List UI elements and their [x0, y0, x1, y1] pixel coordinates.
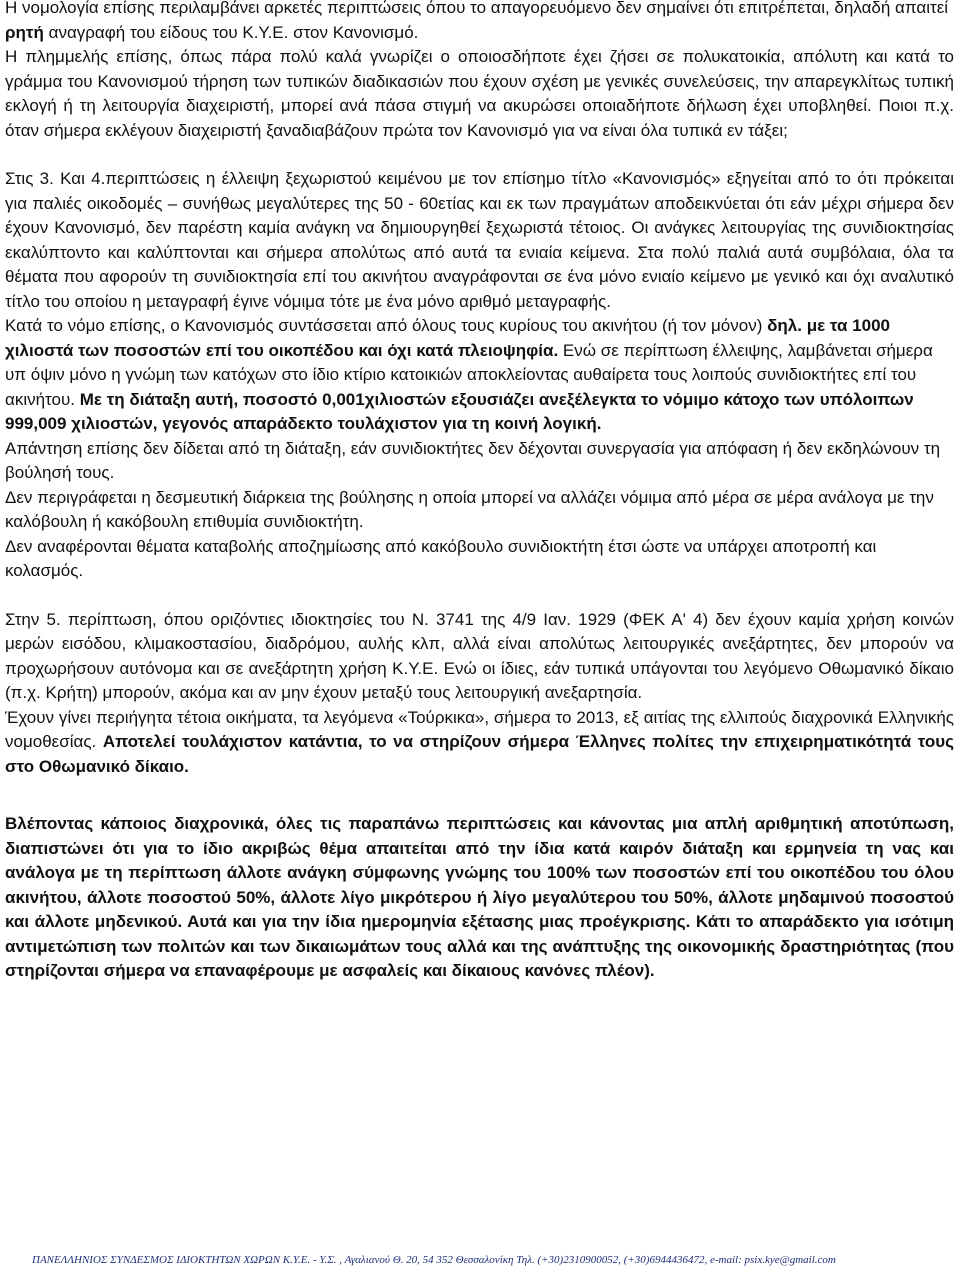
- bold-text: δηλ. με τα 1000 χιλιοστά των ποσοστών επί του οικοπέδου και όχι κατά πλειοψηφία.: [5, 316, 891, 360]
- text: Κατά το νόμο επίσης, ο Κανονισμός συντάσσεται από όλους τους κυρίους του ακινήτου (ή τον μόνον): [5, 316, 763, 335]
- paragraph-conclusion: [5, 812, 954, 984]
- text: Έχουν γίνει περιήγητα τέτοια οικήματα, τα λεγόμενα «Τούρκικα», σήμερα το 2013, εξ αιτίας της ελλιπούς διαχρονικά Ελληνικής νομοθεσίας.: [5, 707, 954, 751]
- paragraph-turkish-buildings: [5, 706, 954, 780]
- paragraph-no-answer: Απάντηση επίσης δεν δίδεται από τη διάταξη, εάν συνιδιοκτήτες δεν δέχονται συνεργασία για απόφαση ή δεν εκδηλώνουν τη βούλησή τους.: [5, 438, 941, 482]
- spacer: [5, 143, 954, 167]
- bold-text: ρητή: [5, 22, 44, 42]
- page-footer: ΠΑΝΕΛΛΗΝΙΟΣ ΣΥΝΔΕΣΜΟΣ ΙΔΙΟΚΤΗΤΩΝ ΧΩΡΩΝ Κ.Υ.Ε. - Υ.Σ. , Αγαλιανού Θ. 20, 54 352 Θεσσαλονίκη Τηλ. (+30)2310900052, (+30)6944436472, e-mail: psix.kye@gmail.com: [32, 1254, 836, 1266]
- paragraph-negligent-procedures: Η πλημμελής επίσης, όπως πάρα πολύ καλά γνωρίζει ο οποιοσδήποτε έχει ζήσει σε πολυκατοικία, απόλυτη και κατά το γράμμα του Κανονισμού τήρηση των τυπικών διαδικασιών που έχουν σχέση με γενικές συνελεύσεις, την απαρεγκλίτως τυπική εκλογή ή τη λειτουργία διαχειριστή, μπορεί ανά πάσα στιγμή να ακυρώσει οποιαδήποτε δήλωση έχει υποβληθεί. Ποιοι π.χ. όταν σήμερα εκλέγουν διαχειριστή ξαναδιαβάζουν πρώτα τον Κανονισμό για να είναι όλα τυπικά εν τάξει;: [5, 47, 954, 140]
- paragraph-cases-3-4: Στις 3. Και 4.περιπτώσεις η έλλειψη ξεχωριστού κειμένου με τον επίσημο τίτλο «Κανονισμός» εξηγείται από το ότι πρόκειται για παλιές οικοδομές – συνήθως μεγαλύτερες της 50 - 60ετίας και εκ των πραγμάτων αποδεικνύεται ότι εάν μέχρι σήμερα δεν έχουν Κανονισμό, δεν παρέστη καμία ανάγκη να δημιουργηθεί ξεχωριστά τέτοιος. Οι ανάγκες λειτουργίας της συνιδιοκτησίας εκαλύπτοντο και καλύπτονται και σήμερα απολύτως από αυτά τα ενιαία κείμενα. Στα πολύ παλιά αυτά συμβόλαια, όλα τα θέματα που αφορούν τη συνιδιοκτησία επί του ακινήτου αναγράφονται σε ένα μόνο ενιαίο κείμενο με γενικό και όχι αναλυτικό τίτλο του οποίου η μεταγραφή έγινε νόμιμα τότε με ένα μόνο αριθμό μεταγραφής.: [5, 169, 954, 311]
- paragraph-binding-duration: Δεν περιγράφεται η δεσμευτική διάρκεια της βούλησης η οποία μπορεί να αλλάζει νόμιμα από μέρα σε μέρα ανάλογα με την καλόβουλη ή κακόβουλη επιθυμία συνιδιοκτήτη.: [5, 487, 934, 531]
- paragraph-jurisprudence: [5, 0, 954, 45]
- paragraph-case-5: Στην 5. περίπτωση, όπου οριζόντιες ιδιοκτησίες του Ν. 3741 της 4/9 Ιαν. 1929 (ΦΕΚ Α' 4) δεν έχουν καμία χρήση κοινών μερών εισόδου, κλιμακοστασίου, διαδρόμου, αυλής κλπ, αλλά είναι απολύτως λειτουργικές ανεξάρτητες, δεν μπορούν να προχωρήσουν αυτόνομα και σε ανεξάρτητη χρήση Κ.Υ.Ε. Ενώ οι ίδιες, εάν τυπικά υπάγονται του λεγόμενο Οθωμανικό δίκαιο (π.χ. Κρήτη) μπορούν, ακόμα και αν μην έχουν μεταξύ τους λειτουργική ανεξαρτησία.: [5, 609, 954, 702]
- bold-text: Αποτελεί τουλάχιστον κατάντια, το να στηρίζουν σήμερα Έλληνες πολίτες την επιχειρηματικότητά τους στο Οθωμανικό δίκαιο.: [5, 732, 954, 776]
- bold-text: Με τη διάταξη αυτή, ποσοστό 0,001χιλιοστών εξουσιάζει ανεξέλεγκτα το νόμιμο κάτοχο των υπόλοιπων 999,009 χιλιοστών, γεγονός απαράδεκτο τουλάχιστον για τη κοινή λογική.: [5, 389, 914, 433]
- spacer: [5, 584, 954, 608]
- text: αναγραφή του είδους του Κ.Υ.Ε. στον Κανονισμό.: [48, 22, 419, 42]
- text: Η νομολογία επίσης περιλαμβάνει αρκετές περιπτώσεις όπου το απαγορευόμενο δεν σημαίνει ότι επιτρέπεται, δηλαδή απαιτεί: [5, 0, 949, 17]
- text: Ενώ σε περίπτωση έλλειψης, λαμβάνεται σήμερα υπ όψιν μόνο η γνώμη των κατόχων στο ίδιο κτίριο κατοικιών αποκλείοντας αυθαίρετα τους λοιπούς συνιδιοκτήτες επί του ακινήτου.: [5, 340, 933, 409]
- paragraph-compensation: Δεν αναφέρονται θέματα καταβολής αποζημίωσης από κακόβουλο συνιδιοκτήτη έτσι ώστε να υπάρχει αποτροπή και κολασμός.: [5, 536, 877, 580]
- paragraph-law-regulation: [5, 314, 954, 437]
- spacer: [5, 779, 954, 812]
- bold-text: Βλέποντας κάποιος διαχρονικά, όλες τις παραπάνω περιπτώσεις και κάνοντας μια απλή αριθμητική αποτύπωση, διαπιστώνει ότι για το ίδιο ακριβώς θέμα απαιτείται από την ίδια κατά καιρόν διάταξη και ερμηνεία τη νας και ανάλογα με τη περίπτωση άλλοτε ανάγκη σύμφωνης γνώμης του 100% των ποσοστών επί του οικοπέδου του όλου ακινήτου, άλλοτε ποσοστού 50%, άλλοτε λίγο μικρότερου ή λίγο μεγαλύτερου του 50%, άλλοτε μηδαμινού ποσοστού και άλλοτε μηδενικού. Αυτά και για την ίδια ημερομηνία εξέτασης μιας προέγκρισης. Κάτι το απαράδεκτο για ισότιμη αντιμετώπιση των πολιτών και των δικαιωμάτων τους αλλά και της ανάπτυξης της οικονομικής δραστηριότητας (που στηρίζονται σήμερα να επαναφέρουμε με ασφαλείς και δίκαιους κανόνες πλέον).: [5, 814, 954, 980]
